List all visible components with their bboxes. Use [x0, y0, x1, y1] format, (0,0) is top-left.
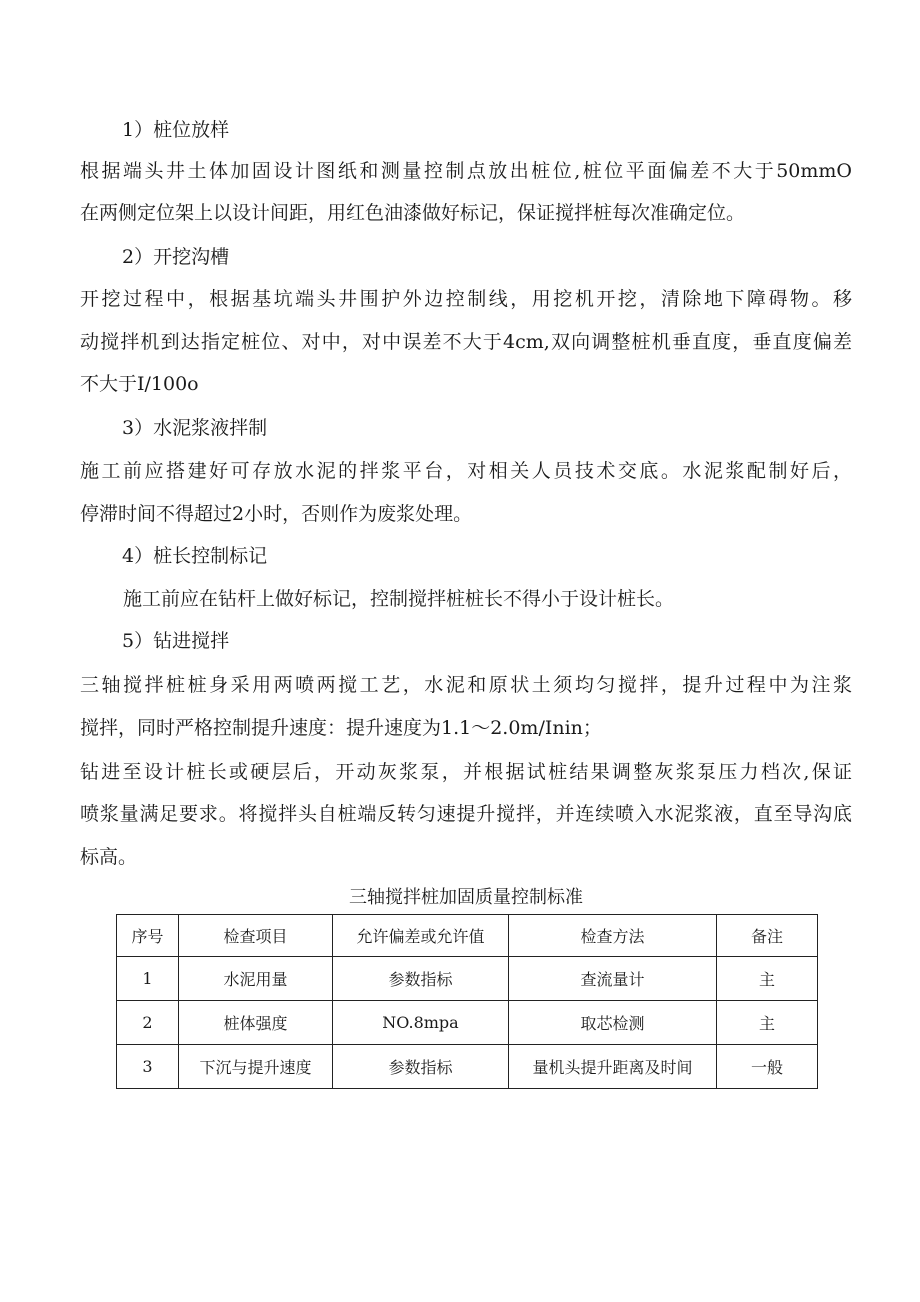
- cell-method: 量机头提升距离及时间: [509, 1045, 717, 1089]
- table-caption: 三轴搅拌桩加固质量控制标准: [349, 887, 583, 908]
- cell-remark: 主: [717, 957, 818, 1001]
- section-heading-2: 2）开挖沟槽: [122, 246, 230, 268]
- cell-remark: 主: [717, 1001, 818, 1045]
- header-remark: 备注: [717, 915, 818, 957]
- paragraph-line: 喷浆量满足要求。将搅拌头自桩端反转匀速提升搅拌，并连续喷入水泥浆液，直至导沟底: [80, 803, 852, 825]
- header-tolerance: 允许偏差或允许值: [333, 915, 509, 957]
- paragraph-line: 施工前应搭建好可存放水泥的拌浆平台，对相关人员技术交底。水泥浆配制好后，: [80, 460, 852, 482]
- paragraph-line: 开挖过程中，根据基坑端头井围护外边控制线，用挖机开挖，清除地下障碍物。移: [80, 288, 852, 310]
- cell-item: 水泥用量: [179, 957, 333, 1001]
- paragraph-line: 根据端头井土体加固设计图纸和测量控制点放出桩位,桩位平面偏差不大于50mmO: [80, 160, 852, 182]
- section-heading-3: 3）水泥浆液拌制: [122, 417, 268, 439]
- cell-method: 取芯检测: [509, 1001, 717, 1045]
- header-method: 检查方法: [509, 915, 717, 957]
- cell-tolerance: 参数指标: [333, 957, 509, 1001]
- cell-tolerance: 参数指标: [333, 1045, 509, 1089]
- paragraph-line: 钻进至设计桩长或硬层后，开动灰浆泵，并根据试桩结果调整灰浆泵压力档次,保证: [80, 761, 852, 783]
- cell-remark: 一般: [717, 1045, 818, 1089]
- cell-method: 查流量计: [509, 957, 717, 1001]
- table-row: [117, 957, 818, 1001]
- paragraph-line: 标高。: [80, 846, 138, 868]
- table-header-row: [117, 915, 818, 957]
- cell-seq: 2: [117, 1001, 179, 1045]
- cell-item: 桩体强度: [179, 1001, 333, 1045]
- paragraph-line: 停滞时间不得超过2小时，否则作为废浆处理。: [80, 503, 473, 525]
- section-heading-5: 5）钻进搅拌: [122, 630, 230, 652]
- cell-item: 下沉与提升速度: [179, 1045, 333, 1089]
- section-heading-4: 4）桩长控制标记: [122, 545, 268, 567]
- cell-seq: 3: [117, 1045, 179, 1089]
- paragraph-line: 三轴搅拌桩桩身采用两喷两搅工艺，水泥和原状土须均匀搅拌，提升过程中为注浆: [80, 674, 852, 696]
- section-heading-1: 1）桩位放样: [122, 119, 230, 141]
- header-item: 检查项目: [179, 915, 333, 957]
- table-row: [117, 1001, 818, 1045]
- paragraph-line: 不大于I/100o: [80, 373, 199, 395]
- paragraph-line: 搅拌，同时严格控制提升速度：提升速度为1.1～2.0m/Inin；: [80, 717, 602, 739]
- header-seq: 序号: [117, 915, 179, 957]
- table-row: [117, 1045, 818, 1089]
- quality-control-table: [116, 914, 818, 1089]
- paragraph-line: 在两侧定位架上以设计间距，用红色油漆做好标记，保证搅拌桩每次准确定位。: [80, 202, 746, 224]
- cell-tolerance: NO.8mpa: [333, 1001, 509, 1045]
- cell-seq: 1: [117, 957, 179, 1001]
- paragraph-line: 施工前应在钻杆上做好标记，控制搅拌桩桩长不得小于设计桩长。: [123, 588, 675, 610]
- paragraph-line: 动搅拌机到达指定桩位、对中，对中误差不大于4cm,双向调整桩机垂直度，垂直度偏差: [80, 331, 852, 353]
